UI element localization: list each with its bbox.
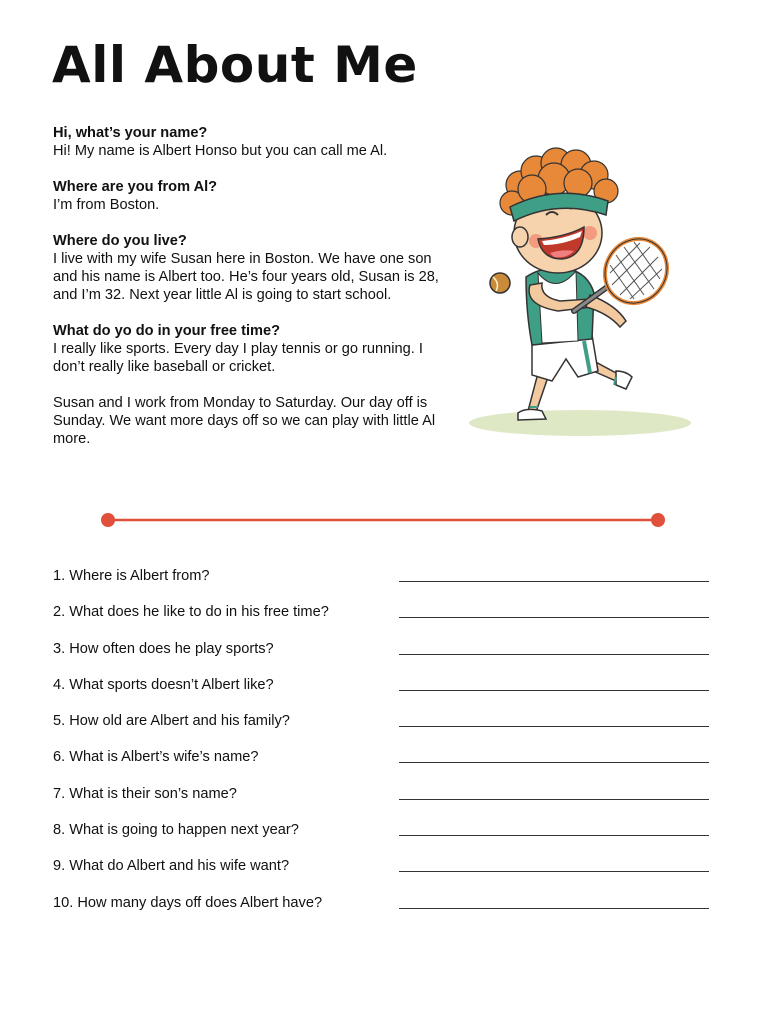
divider-dot-left [101,513,115,527]
question-row [53,820,713,856]
question-text: 4. What sports doesn’t Albert like? [53,676,274,693]
qa-block-4 [53,322,453,376]
question-text: 8. What is going to happen next year? [53,822,299,839]
page-title: All About Me [52,36,418,94]
question-row [53,711,713,747]
divider-dot-right [651,513,665,527]
question-heading: Where are you from Al? [53,179,218,195]
question-row [53,602,713,638]
question-heading: What do yo do in your free time? [53,323,281,339]
qa-block-3 [53,232,453,304]
answer-text: Hi! My name is Albert Honso but you can call me Al. [53,143,388,159]
question-row [53,566,713,602]
question-heading: Where do you live? [53,233,187,249]
qa-block-2 [53,178,453,214]
answer-line[interactable] [399,654,709,655]
question-text: 6. What is Albert’s wife’s name? [53,749,259,766]
comprehension-questions [53,566,713,929]
qa-block-5 [53,394,453,448]
question-row [53,893,713,929]
answer-line[interactable] [399,871,709,872]
question-text: 1. Where is Albert from? [53,568,210,584]
answer-text: I live with my wife Susan here in Boston. We have one son and his name is Albert too. He’s four years old, Susan is 28, and I’m 32. Next year little Al is going to start school. [53,251,439,303]
answer-line[interactable] [399,617,709,618]
tennis-ball-icon [490,273,510,293]
question-row [53,639,713,675]
tennis-player-illustration [466,145,698,445]
answer-line[interactable] [399,726,709,727]
qa-block-1 [53,124,453,160]
answer-text: Susan and I work from Monday to Saturday. Our day off is Sunday. We want more days off so we can play with little Al more. [53,395,436,447]
question-text: 10. How many days off does Albert have? [53,894,323,911]
answer-line[interactable] [399,908,709,909]
question-row [53,856,713,892]
answer-text: I really like sports. Every day I play tennis or go running. I don’t really like baseball or cricket. [53,341,423,375]
question-row [53,784,713,820]
answer-line[interactable] [399,762,709,763]
question-heading: Hi, what’s your name? [53,125,208,141]
interview-text [53,124,453,466]
section-divider [98,510,668,530]
question-text: 7. What is their son’s name? [53,785,237,802]
answer-text: I’m from Boston. [53,197,160,213]
answer-line[interactable] [399,835,709,836]
ground-shadow [469,410,691,436]
question-text: 5. How old are Albert and his family? [53,713,290,730]
answer-line[interactable] [399,799,709,800]
question-row [53,747,713,783]
answer-line[interactable] [399,581,709,582]
question-row [53,675,713,711]
answer-line[interactable] [399,690,709,691]
question-text: 2. What does he like to do in his free time? [53,604,329,621]
question-text: 9. What do Albert and his wife want? [53,858,290,875]
question-text: 3. How often does he play sports? [53,640,274,657]
